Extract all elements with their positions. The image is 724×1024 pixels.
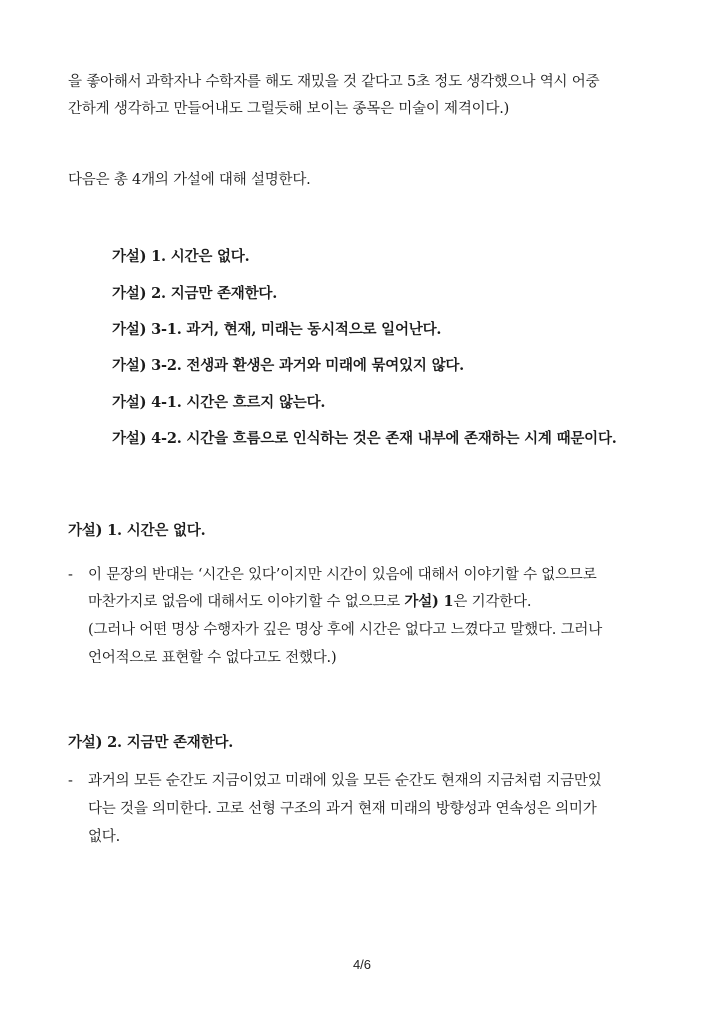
hypothesis-1: 가설) 1. 시간은 없다. <box>112 248 250 265</box>
section2-dash: - <box>68 773 73 789</box>
hypothesis-3-2: 가설) 3-2. 전생과 환생은 과거와 미래에 묶여있지 않다. <box>112 357 465 374</box>
section2-line-1: 과거의 모든 순간도 지금이었고 미래에 있을 모든 순간도 현재의 지금처럼 지금만있 <box>88 773 602 789</box>
intro-line-1: 을 좋아해서 과학자나 수학자를 해도 재밌을 것 같다고 5초 정도 생각했으나 역시 어중 <box>68 74 600 90</box>
section1-line-2 <box>88 592 531 612</box>
hypothesis-4-1: 가설) 4-1. 시간은 흐르지 않는다. <box>112 394 326 411</box>
hypothesis-3-1: 가설) 3-1. 과거, 현재, 미래는 동시적으로 일어난다. <box>112 321 442 338</box>
section2-line-3: 없다. <box>88 829 121 845</box>
section1-inline-ref: 가설) 1 <box>404 593 454 610</box>
section2-heading: 가설) 2. 지금만 존재한다. <box>68 734 234 751</box>
section2-line-2: 다는 것을 의미한다. 고로 선형 구조의 과거 현재 미래의 방향성과 연속성은 의미가 <box>88 801 597 817</box>
hypothesis-4-2: 가설) 4-2. 시간을 흐름으로 인식하는 것은 존재 내부에 존재하는 시계 때문이다. <box>112 430 617 447</box>
section1-line-3: (그러나 어떤 명상 수행자가 깊은 명상 후에 시간은 없다고 느꼈다고 말했다. 그러나 <box>88 622 602 638</box>
hypothesis-2: 가설) 2. 지금만 존재한다. <box>112 285 278 302</box>
section1-line-2-tail: 은 기각한다. <box>453 594 532 610</box>
page-number: 4/6 <box>352 957 372 972</box>
section1-line-2-text: 마찬가지로 없음에 대해서도 이야기할 수 없으므로 <box>88 594 405 610</box>
section1-line-4: 언어적으로 표현할 수 없다고도 전했다.) <box>88 650 337 666</box>
section1-dash: - <box>68 567 73 583</box>
summary-sentence: 다음은 총 4개의 가설에 대해 설명한다. <box>68 172 311 188</box>
intro-line-2: 간하게 생각하고 만들어내도 그럴듯해 보이는 종목은 미술이 제격이다.) <box>68 101 510 117</box>
section1-heading: 가설) 1. 시간은 없다. <box>68 522 206 539</box>
section1-line-1: 이 문장의 반대는 ‘시간은 있다’이지만 시간이 있음에 대해서 이야기할 수 없으므로 <box>88 567 597 583</box>
